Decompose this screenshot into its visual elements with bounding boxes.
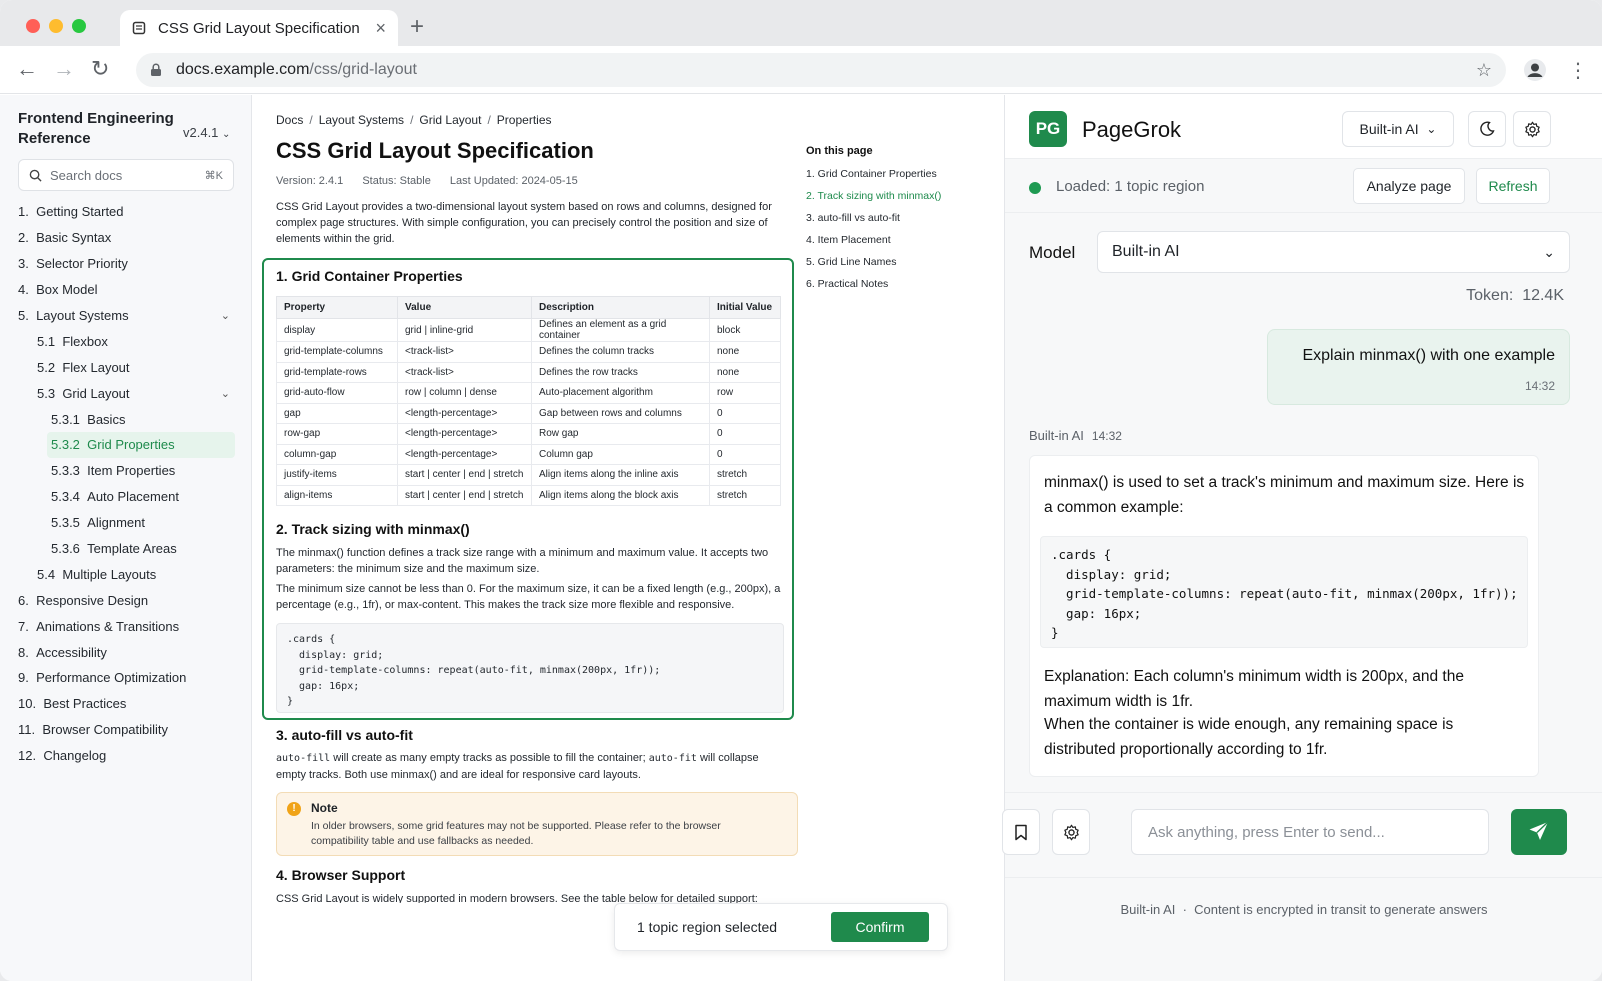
sidebar-item-best-practices[interactable]: 10. Best Practices [18, 696, 127, 712]
warning-icon: ! [287, 802, 301, 816]
sidebar-item-accessibility[interactable]: 8. Accessibility [18, 644, 107, 660]
sidebar-item-flex-layout[interactable]: 5.2 Flex Layout [37, 359, 130, 375]
table-cell: display [277, 319, 398, 342]
sidebar-item-alignment[interactable]: 5.3.5 Alignment [51, 515, 145, 531]
send-button[interactable] [1511, 809, 1567, 855]
sidebar-item-responsive-design[interactable]: 6. Responsive Design [18, 592, 149, 608]
url-host: docs.example.com [176, 61, 310, 78]
page-favicon-icon [132, 21, 146, 35]
sidebar-item-getting-started[interactable]: 1. Getting Started [18, 204, 124, 220]
section-minmax-heading: 2. Track sizing with minmax() [276, 521, 470, 537]
table-cell: row-gap [277, 424, 398, 445]
table-cell: align-items [277, 485, 398, 506]
table-header: Value [398, 297, 532, 319]
table-cell: row [710, 383, 781, 404]
sidebar-item-animations[interactable]: 7. Animations & Transitions [18, 618, 180, 634]
sidebar-item-layout-systems[interactable]: 5. Layout Systems ⌄ [18, 308, 230, 323]
settings-button[interactable] [1513, 111, 1551, 147]
toc-item-minmax[interactable]: 2. Track sizing with minmax() [806, 190, 942, 202]
sidebar-item-box-model[interactable]: 4. Box Model [18, 282, 98, 298]
table-row [277, 424, 781, 445]
doc-meta [276, 175, 594, 187]
table-cell: 0 [710, 444, 781, 465]
ai-message-intro: minmax() is used to set a track's minimum and maximum size. Here is a common example: [1044, 474, 1525, 516]
sidebar-item-template-areas[interactable]: 5.3.6 Template Areas [51, 541, 177, 557]
token-count: Token: 12.4K [1466, 287, 1564, 304]
section-grid-container-heading: 1. Grid Container Properties [276, 268, 463, 284]
version-selector[interactable]: v2.4.1 ⌄ [183, 125, 231, 140]
bookmark-icon [1014, 824, 1028, 841]
sidebar-item-selector-priority[interactable]: 3. Selector Priority [18, 256, 128, 272]
profile-avatar-icon[interactable] [1523, 58, 1547, 82]
loaded-status-text: Loaded: 1 topic region [1056, 178, 1205, 195]
breadcrumb: Docs / Layout Systems / Grid Layout / Properties [276, 113, 552, 127]
docs-title: Frontend Engineering Reference [18, 110, 174, 147]
table-cell: grid-template-rows [277, 362, 398, 383]
tab-bar [0, 0, 1602, 46]
user-message-text: Explain minmax() with one example [1302, 347, 1555, 364]
note-title: Note [311, 801, 338, 815]
privacy-footer: Built-in AI · Content is encrypted in transit to generate answers [1120, 902, 1488, 917]
table-row [277, 403, 781, 424]
docs-nav [0, 199, 252, 769]
gear-icon [1524, 121, 1541, 138]
table-cell: <track-list> [398, 342, 532, 363]
minmax-paragraph-2: The minimum size cannot be less than 0. For the maximum size, it can be a fixed length (e.g., 200px), a percentage (e.g., 1fr), or max-content. This makes the track size more flexible and responsive. [276, 583, 781, 611]
compatibility-note [276, 792, 798, 856]
selection-bar [614, 903, 948, 951]
table-header: Description [532, 297, 710, 319]
reload-icon[interactable]: ↻ [91, 56, 110, 81]
sidebar-item-changelog[interactable]: 12. Changelog [18, 748, 107, 764]
sidebar-item-browser-compatibility[interactable]: 11. Browser Compatibility [18, 722, 169, 738]
browser-support-paragraph: CSS Grid Layout is widely supported in modern browsers. See the table below for detailed support: [276, 893, 758, 903]
sidebar-item-flexbox[interactable]: 5.1 Flexbox [37, 333, 108, 349]
ai-message-time: 14:32 [1091, 429, 1122, 443]
browser-menu-icon[interactable]: ⋮ [1568, 60, 1588, 82]
table-cell: Defines the column tracks [532, 342, 710, 363]
doc-version: Version: 2.4.1 [276, 175, 344, 187]
table-cell: stretch [710, 485, 781, 506]
table-row [277, 383, 781, 404]
breadcrumb-properties: Properties [496, 113, 552, 127]
toc-item-auto-fill[interactable]: 3. auto-fill vs auto-fit [806, 212, 900, 224]
table-cell: grid-template-columns [277, 342, 398, 363]
auto-fill-paragraph: auto-fill will create as many empty tracks as possible to fill the container; auto-fit will collapse empty tracks. Both use minmax() and are ideal for responsive card layouts. [276, 752, 759, 781]
analyze-page-button[interactable]: Analyze page [1353, 168, 1465, 204]
table-cell: row | column | dense [398, 383, 532, 404]
lock-icon [150, 63, 162, 77]
section-auto-fill-heading: 3. auto-fill vs auto-fit [276, 727, 413, 743]
moon-icon [1479, 121, 1495, 137]
sidebar-item-performance[interactable]: 9. Performance Optimization [18, 670, 187, 686]
address-bar[interactable] [136, 53, 1506, 87]
doc-status: Status: Stable [362, 175, 431, 187]
table-cell: <track-list> [398, 362, 532, 383]
table-row [277, 342, 781, 363]
table-cell: justify-items [277, 465, 398, 486]
assistant-panel [1004, 95, 1602, 981]
breadcrumb-grid-layout[interactable]: Grid Layout [419, 113, 482, 127]
model-select[interactable]: Built-in AI ⌄ [1097, 231, 1570, 273]
on-this-page-toc [806, 145, 996, 299]
ai-code-block: .cards { display: grid; grid-template-columns: repeat(auto-fit, minmax(200px, 1fr)); gap: 16px; } [1040, 536, 1528, 648]
table-cell: Gap between rows and columns [532, 403, 710, 424]
pagegrok-logo: PG [1029, 111, 1067, 147]
sidebar-item-auto-placement[interactable]: 5.3.4 Auto Placement [51, 489, 179, 505]
ai-message [1029, 455, 1539, 777]
doc-intro: CSS Grid Layout provides a two-dimensional layout system based on rows and columns, designed for complex page structures. With simple configuration, you can precisely control the position and size of elements within the grid. [276, 201, 772, 245]
sidebar-item-basic-syntax[interactable]: 2. Basic Syntax [18, 230, 112, 246]
docs-sidebar [0, 95, 252, 981]
confirm-selection-button[interactable]: Confirm [831, 912, 929, 942]
browser-toolbar [0, 46, 1602, 94]
back-arrow-icon[interactable]: ← [16, 56, 38, 81]
chevron-down-icon: ⌄ [220, 310, 230, 322]
doc-content [252, 95, 1004, 981]
toc-item-practical-notes[interactable]: 6. Practical Notes [806, 278, 889, 290]
table-cell: gap [277, 403, 398, 424]
table-cell: Auto-placement algorithm [532, 383, 710, 404]
table-cell: start | center | end | stretch [398, 465, 532, 486]
loaded-status-dot [1029, 182, 1041, 194]
table-cell: <length-percentage> [398, 403, 532, 424]
url-path: /css/grid-layout [309, 61, 417, 78]
composer-settings-button[interactable] [1052, 809, 1090, 855]
gear-icon [1063, 824, 1080, 841]
table-cell: start | center | end | stretch [398, 485, 532, 506]
table-cell: column-gap [277, 444, 398, 465]
selection-count: 1 topic region selected [637, 919, 778, 935]
breadcrumb-layout-systems[interactable]: Layout Systems [318, 113, 405, 127]
chevron-down-icon: ⌄ [1543, 243, 1555, 260]
footer-note-text: Content is encrypted in transit to generate answers [1194, 902, 1488, 917]
table-row [277, 444, 781, 465]
close-tab-icon[interactable]: × [375, 17, 386, 38]
table-cell: Defines the row tracks [532, 362, 710, 383]
table-cell: block [710, 319, 781, 342]
browser-tab[interactable] [120, 10, 398, 46]
minmax-paragraph-1: The minmax() function defines a track size range with a minimum and maximum value. It accepts two parameters: the minimum size and the maximum size. [276, 547, 769, 575]
table-cell: grid | inline-grid [398, 319, 532, 342]
table-cell: Column gap [532, 444, 710, 465]
toc-title: On this page [806, 145, 873, 157]
minimize-window-button[interactable] [49, 19, 63, 33]
ai-message-meta [1029, 428, 1122, 443]
table-cell: Align items along the inline axis [532, 465, 710, 486]
table-cell: <length-percentage> [398, 424, 532, 445]
search-shortcut: ⌘K [204, 169, 223, 182]
table-cell: Align items along the block axis [532, 485, 710, 506]
sidebar-item-basics[interactable]: 5.3.1 Basics [51, 411, 126, 427]
sidebar-item-multiple-layouts[interactable]: 5.4 Multiple Layouts [37, 566, 157, 582]
table-cell: 0 [710, 424, 781, 445]
table-cell: none [710, 362, 781, 383]
engine-dropdown[interactable]: Built-in AI ⌄ [1342, 111, 1454, 147]
close-window-button[interactable] [26, 19, 40, 33]
table-header: Initial Value [710, 297, 781, 319]
table-cell: 0 [710, 403, 781, 424]
tab-title: CSS Grid Layout Specification [158, 19, 360, 37]
breadcrumb-docs[interactable]: Docs [276, 113, 304, 127]
assistant-header [1005, 95, 1602, 159]
sidebar-item-grid-layout[interactable]: 5.3 Grid Layout ⌄ [37, 385, 230, 401]
minmax-code-block: .cards { display: grid; grid-template-columns: repeat(auto-fit, minmax(200px, 1fr)); gap: 16px; } [276, 623, 784, 713]
chat-input[interactable] [1131, 809, 1489, 855]
table-cell: Row gap [532, 424, 710, 445]
user-message-time: 14:32 [1524, 379, 1555, 393]
new-tab-icon[interactable]: + [410, 13, 425, 40]
assistant-brand: PageGrok [1082, 117, 1182, 142]
table-row [277, 362, 781, 383]
bookmark-star-icon[interactable]: ☆ [1475, 59, 1492, 80]
chevron-down-icon: ⌄ [222, 129, 231, 140]
user-message [1267, 329, 1570, 405]
search-docs-field[interactable] [18, 159, 234, 191]
table-row [277, 465, 781, 486]
table-cell: Defines an element as a grid container [532, 319, 710, 342]
maximize-window-button[interactable] [72, 19, 86, 33]
model-label: Model [1029, 243, 1076, 262]
table-cell: none [710, 342, 781, 363]
bookmark-button[interactable] [1002, 809, 1040, 855]
grid-properties-table [276, 296, 781, 506]
dark-mode-toggle[interactable] [1468, 111, 1506, 147]
doc-updated: Last Updated: 2024-05-15 [449, 175, 578, 187]
sidebar-item-item-properties[interactable]: 5.3.3 Item Properties [51, 463, 176, 479]
toc-item-grid-line-names[interactable]: 5. Grid Line Names [806, 256, 897, 268]
table-row [277, 319, 781, 342]
table-row [277, 485, 781, 506]
page-title: CSS Grid Layout Specification [276, 138, 594, 163]
table-cell: stretch [710, 465, 781, 486]
message-composer [1005, 792, 1602, 878]
table-cell: <length-percentage> [398, 444, 532, 465]
refresh-button[interactable]: Refresh [1476, 168, 1550, 204]
note-text: In older browsers, some grid features may not be supported. Please refer to the browser compatibility table and use fallbacks as needed. [311, 820, 721, 847]
search-placeholder: Search docs [50, 167, 123, 183]
forward-arrow-icon[interactable]: → [53, 56, 75, 81]
toc-item-grid-container[interactable]: 1. Grid Container Properties [806, 168, 937, 180]
search-icon [29, 169, 42, 182]
send-icon [1527, 819, 1551, 843]
chevron-down-icon: ⌄ [1426, 122, 1437, 136]
section-browser-support-heading: 4. Browser Support [276, 867, 406, 883]
status-row [1005, 159, 1602, 213]
table-header: Property [277, 297, 398, 319]
table-cell: grid-auto-flow [277, 383, 398, 404]
sidebar-item-grid-properties[interactable]: 5.3.2 Grid Properties [47, 432, 235, 458]
ai-explanation-1: Explanation: Each column's minimum width is 200px, and the maximum width is 1fr. [1044, 668, 1464, 710]
footer-engine: Built-in AI [1120, 902, 1176, 917]
toc-item-item-placement[interactable]: 4. Item Placement [806, 234, 891, 246]
ai-sender-name: Built-in AI [1029, 428, 1084, 443]
ai-explanation-2: When the container is wide enough, any remaining space is distributed proportionally according to 1fr. [1044, 716, 1454, 758]
chevron-down-icon: ⌄ [220, 387, 230, 400]
